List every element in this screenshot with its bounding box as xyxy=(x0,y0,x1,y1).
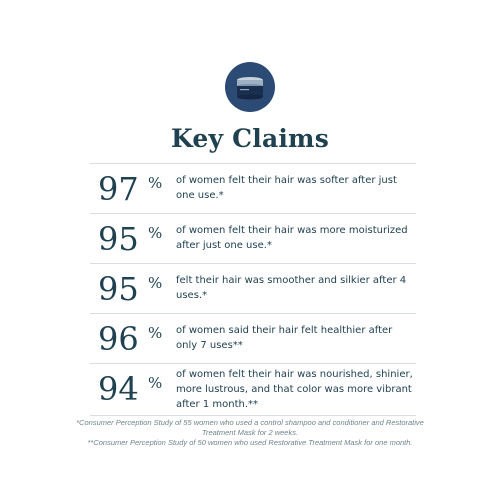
claim-description: of women felt their hair was softer after just one use.* xyxy=(176,175,397,201)
claim-row xyxy=(90,313,416,363)
percent-sign: % xyxy=(148,274,163,292)
claim-description: of women felt their hair was more moisturized after just one use.* xyxy=(176,225,408,251)
claim-description: of women said their hair felt healthier after only 7 uses** xyxy=(176,325,393,351)
percent-sign: % xyxy=(148,374,163,392)
claim-percentage: 95 xyxy=(98,270,139,308)
footnote-single-asterisk: *Consumer Perception Study of 55 women who used a control shampoo and conditioner and Restorative Treatment Mask for 2 weeks. xyxy=(76,418,424,437)
footnotes xyxy=(40,418,460,448)
product-jar-icon xyxy=(225,62,275,112)
claim-percentage: 95 xyxy=(98,220,139,258)
claim-percentage: 96 xyxy=(98,320,139,358)
claim-row xyxy=(90,363,416,416)
claim-row xyxy=(90,213,416,263)
percent-sign: % xyxy=(148,224,163,242)
claim-description: of women felt their hair was nourished, shinier, more lustrous, and that color was more vibrant after 1 month.** xyxy=(176,369,413,410)
page-title: Key Claims xyxy=(171,124,329,153)
percent-sign: % xyxy=(148,174,163,192)
footnote-double-asterisk: **Consumer Perception Study of 50 women who used Restorative Treatment Mask for one month. xyxy=(87,438,413,447)
claim-percentage: 94 xyxy=(98,370,139,408)
claims-list xyxy=(90,163,416,416)
jar-graphic xyxy=(225,62,275,112)
claim-row xyxy=(90,263,416,313)
claim-row xyxy=(90,163,416,213)
claim-description: felt their hair was smoother and silkier after 4 uses.* xyxy=(176,275,407,301)
claim-percentage: 97 xyxy=(98,170,139,208)
percent-sign: % xyxy=(148,324,163,342)
